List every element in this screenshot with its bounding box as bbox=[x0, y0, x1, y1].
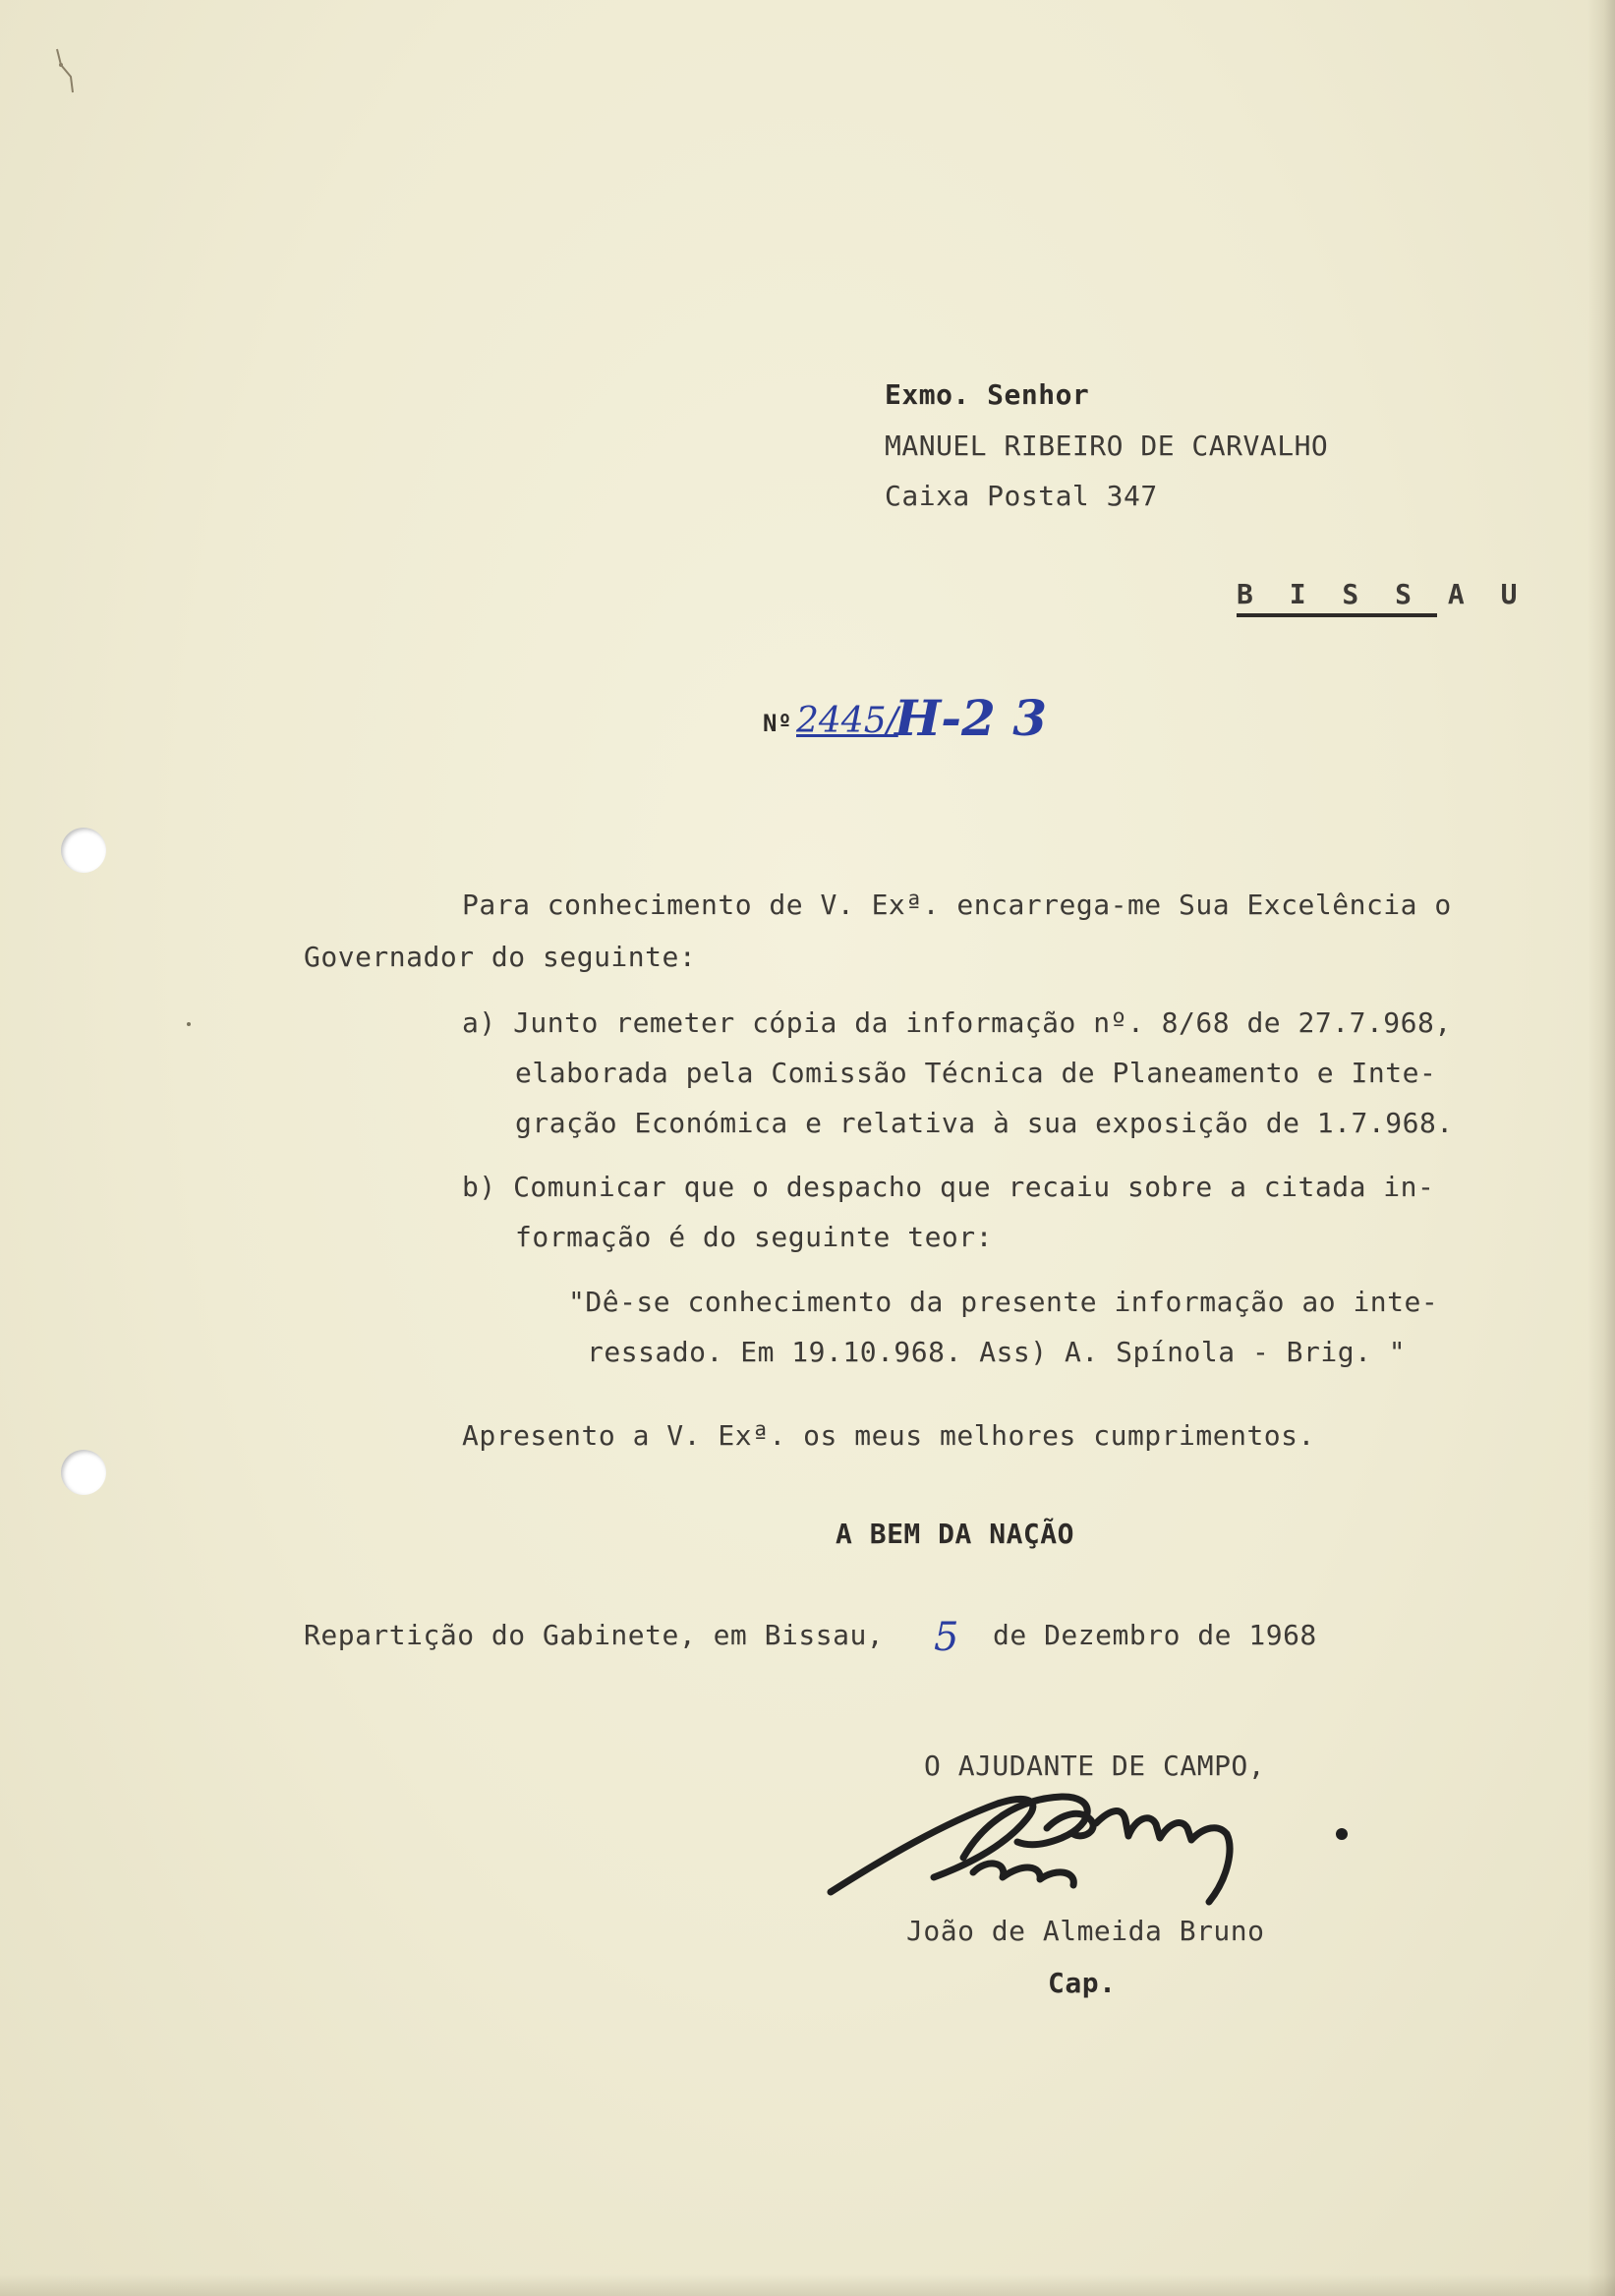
dateline-day: 5 bbox=[934, 1615, 959, 1660]
item-a-line-2: elaborada pela Comissão Técnica de Planeamento e Inte- bbox=[515, 1057, 1437, 1089]
dateline-suffix: de Dezembro de 1968 bbox=[993, 1619, 1317, 1651]
quote-line-2: ressado. Em 19.10.968. Ass) A. Spínola - Brig. " bbox=[587, 1336, 1407, 1368]
motto: A BEM DA NAÇÃO bbox=[836, 1518, 1075, 1550]
item-a-line-1: a) Junto remeter cópia da informação nº. 8/68 de 27.7.968, bbox=[462, 1006, 1452, 1039]
reference-prefix: Nº bbox=[763, 710, 792, 737]
staple-mark-icon bbox=[51, 47, 77, 96]
closing-line: Apresento a V. Exª. os meus melhores cumprimentos. bbox=[462, 1419, 1315, 1452]
addressee-name: MANUEL RIBEIRO DE CARVALHO bbox=[885, 430, 1329, 462]
paper-bottom-shadow bbox=[0, 2274, 1615, 2296]
intro-line-2: Governador do seguinte: bbox=[304, 941, 697, 973]
addressee-salutation: Exmo. Senhor bbox=[885, 378, 1090, 411]
signatory-name: João de Almeida Bruno bbox=[906, 1915, 1265, 1947]
signature-title: O AJUDANTE DE CAMPO, bbox=[924, 1750, 1266, 1782]
intro-line-1: Para conhecimento de V. Exª. encarrega-me Sua Excelência o bbox=[462, 889, 1452, 921]
dateline-prefix: Repartição do Gabinete, em Bissau, bbox=[304, 1619, 885, 1651]
city-underline bbox=[1237, 613, 1437, 617]
addressee-address: Caixa Postal 347 bbox=[885, 480, 1158, 512]
item-b-line-1: b) Comunicar que o despacho que recaiu sobre a citada in- bbox=[462, 1171, 1435, 1203]
punch-hole-bottom bbox=[61, 1450, 106, 1495]
quote-line-1: "Dê-se conhecimento da presente informação ao inte- bbox=[568, 1286, 1439, 1318]
addressee-city: B I S S A U bbox=[1237, 578, 1528, 610]
paper-edge-shadow bbox=[1587, 0, 1615, 2296]
punch-hole-top bbox=[61, 828, 106, 873]
item-a-line-3: gração Económica e relativa à sua exposição de 1.7.968. bbox=[515, 1107, 1454, 1139]
item-b-line-2: formação é do seguinte teor: bbox=[515, 1221, 994, 1253]
paper-speck bbox=[187, 1022, 191, 1026]
reference-code: H-2 3 bbox=[894, 689, 1047, 747]
reference-number: 2445/ bbox=[796, 701, 898, 741]
signatory-rank: Cap. bbox=[1048, 1967, 1117, 1999]
